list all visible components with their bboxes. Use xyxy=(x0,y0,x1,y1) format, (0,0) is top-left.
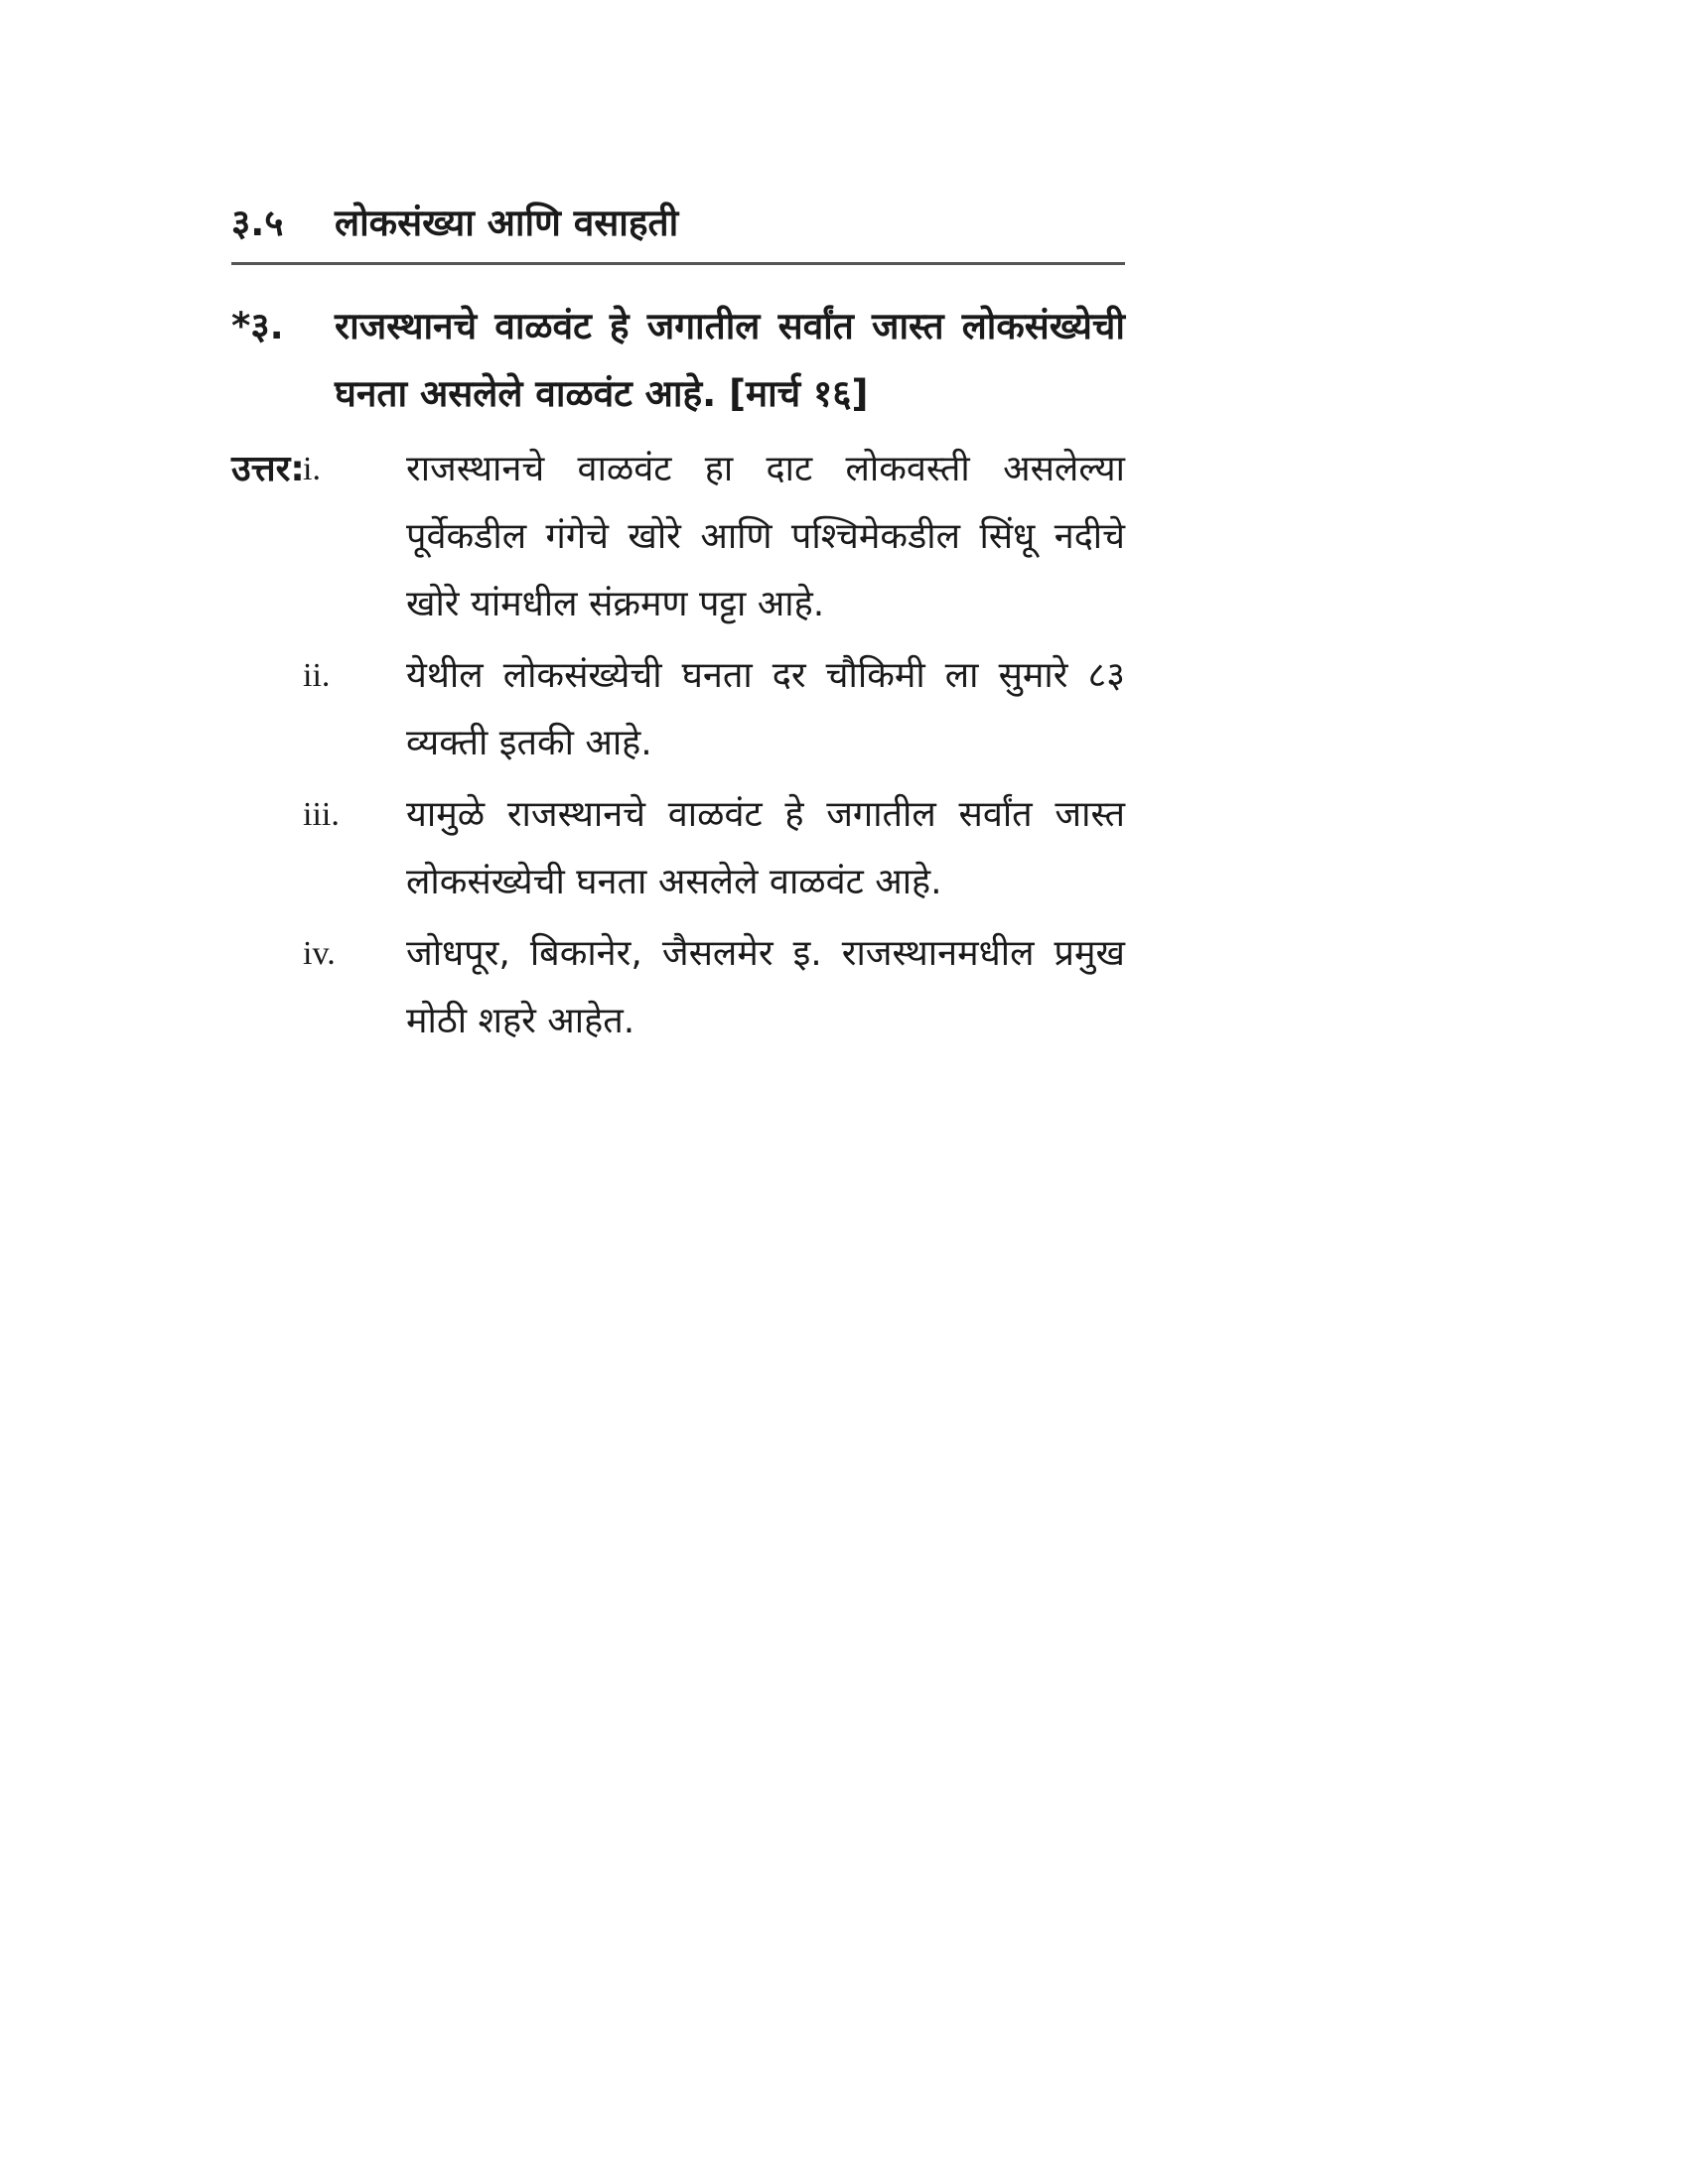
section-header xyxy=(231,199,1125,265)
question-text: राजस्थानचे वाळवंट हे जगातील सर्वांत जास्त लोकसंख्येची घनता असलेले वाळवंट आहे. [मार्च १६] xyxy=(335,305,1125,415)
answer-item-text: जोधपूर, बिकानेर, जैसलमेर इ. राजस्थानमधील प्रमुख मोठी शहरे आहेत. xyxy=(406,933,1125,1041)
answer-item-text: येथील लोकसंख्येची घनता दर चौकिमी ला सुमारे ८३ व्यक्ती इतकी आहे. xyxy=(406,655,1125,763)
answer-item-marker: i. xyxy=(303,451,321,487)
answer-item xyxy=(303,642,1125,777)
answer-item xyxy=(303,781,1125,916)
section-title: लोकसंख्या आणि वसाहती xyxy=(335,202,679,244)
answer-item-text: राजस्थानचे वाळवंट हा दाट लोकवस्ती असलेल्या पूर्वेकडील गंगेचे खोरे आणि पश्चिमेकडील सिंधू नदीचे खोरे यांमधील संक्रमण पट्टा आहे. xyxy=(406,449,1125,624)
answer-list xyxy=(303,436,1125,1059)
answer-label: उत्तर: xyxy=(231,449,305,489)
question-number: *३. xyxy=(231,305,284,347)
section-number: ३.५ xyxy=(231,202,284,244)
question xyxy=(231,293,1125,428)
answer-item xyxy=(303,920,1125,1055)
answer-item xyxy=(303,436,1125,638)
answer-item-text: यामुळे राजस्थानचे वाळवंट हे जगातील सर्वांत जास्त लोकसंख्येची घनता असलेले वाळवंट आहे. xyxy=(406,794,1125,902)
answer-item-marker: iv. xyxy=(303,935,336,972)
page-content xyxy=(231,199,1125,1059)
answer-item-marker: ii. xyxy=(303,657,331,694)
answer xyxy=(231,436,1125,1059)
answer-item-marker: iii. xyxy=(303,796,340,833)
